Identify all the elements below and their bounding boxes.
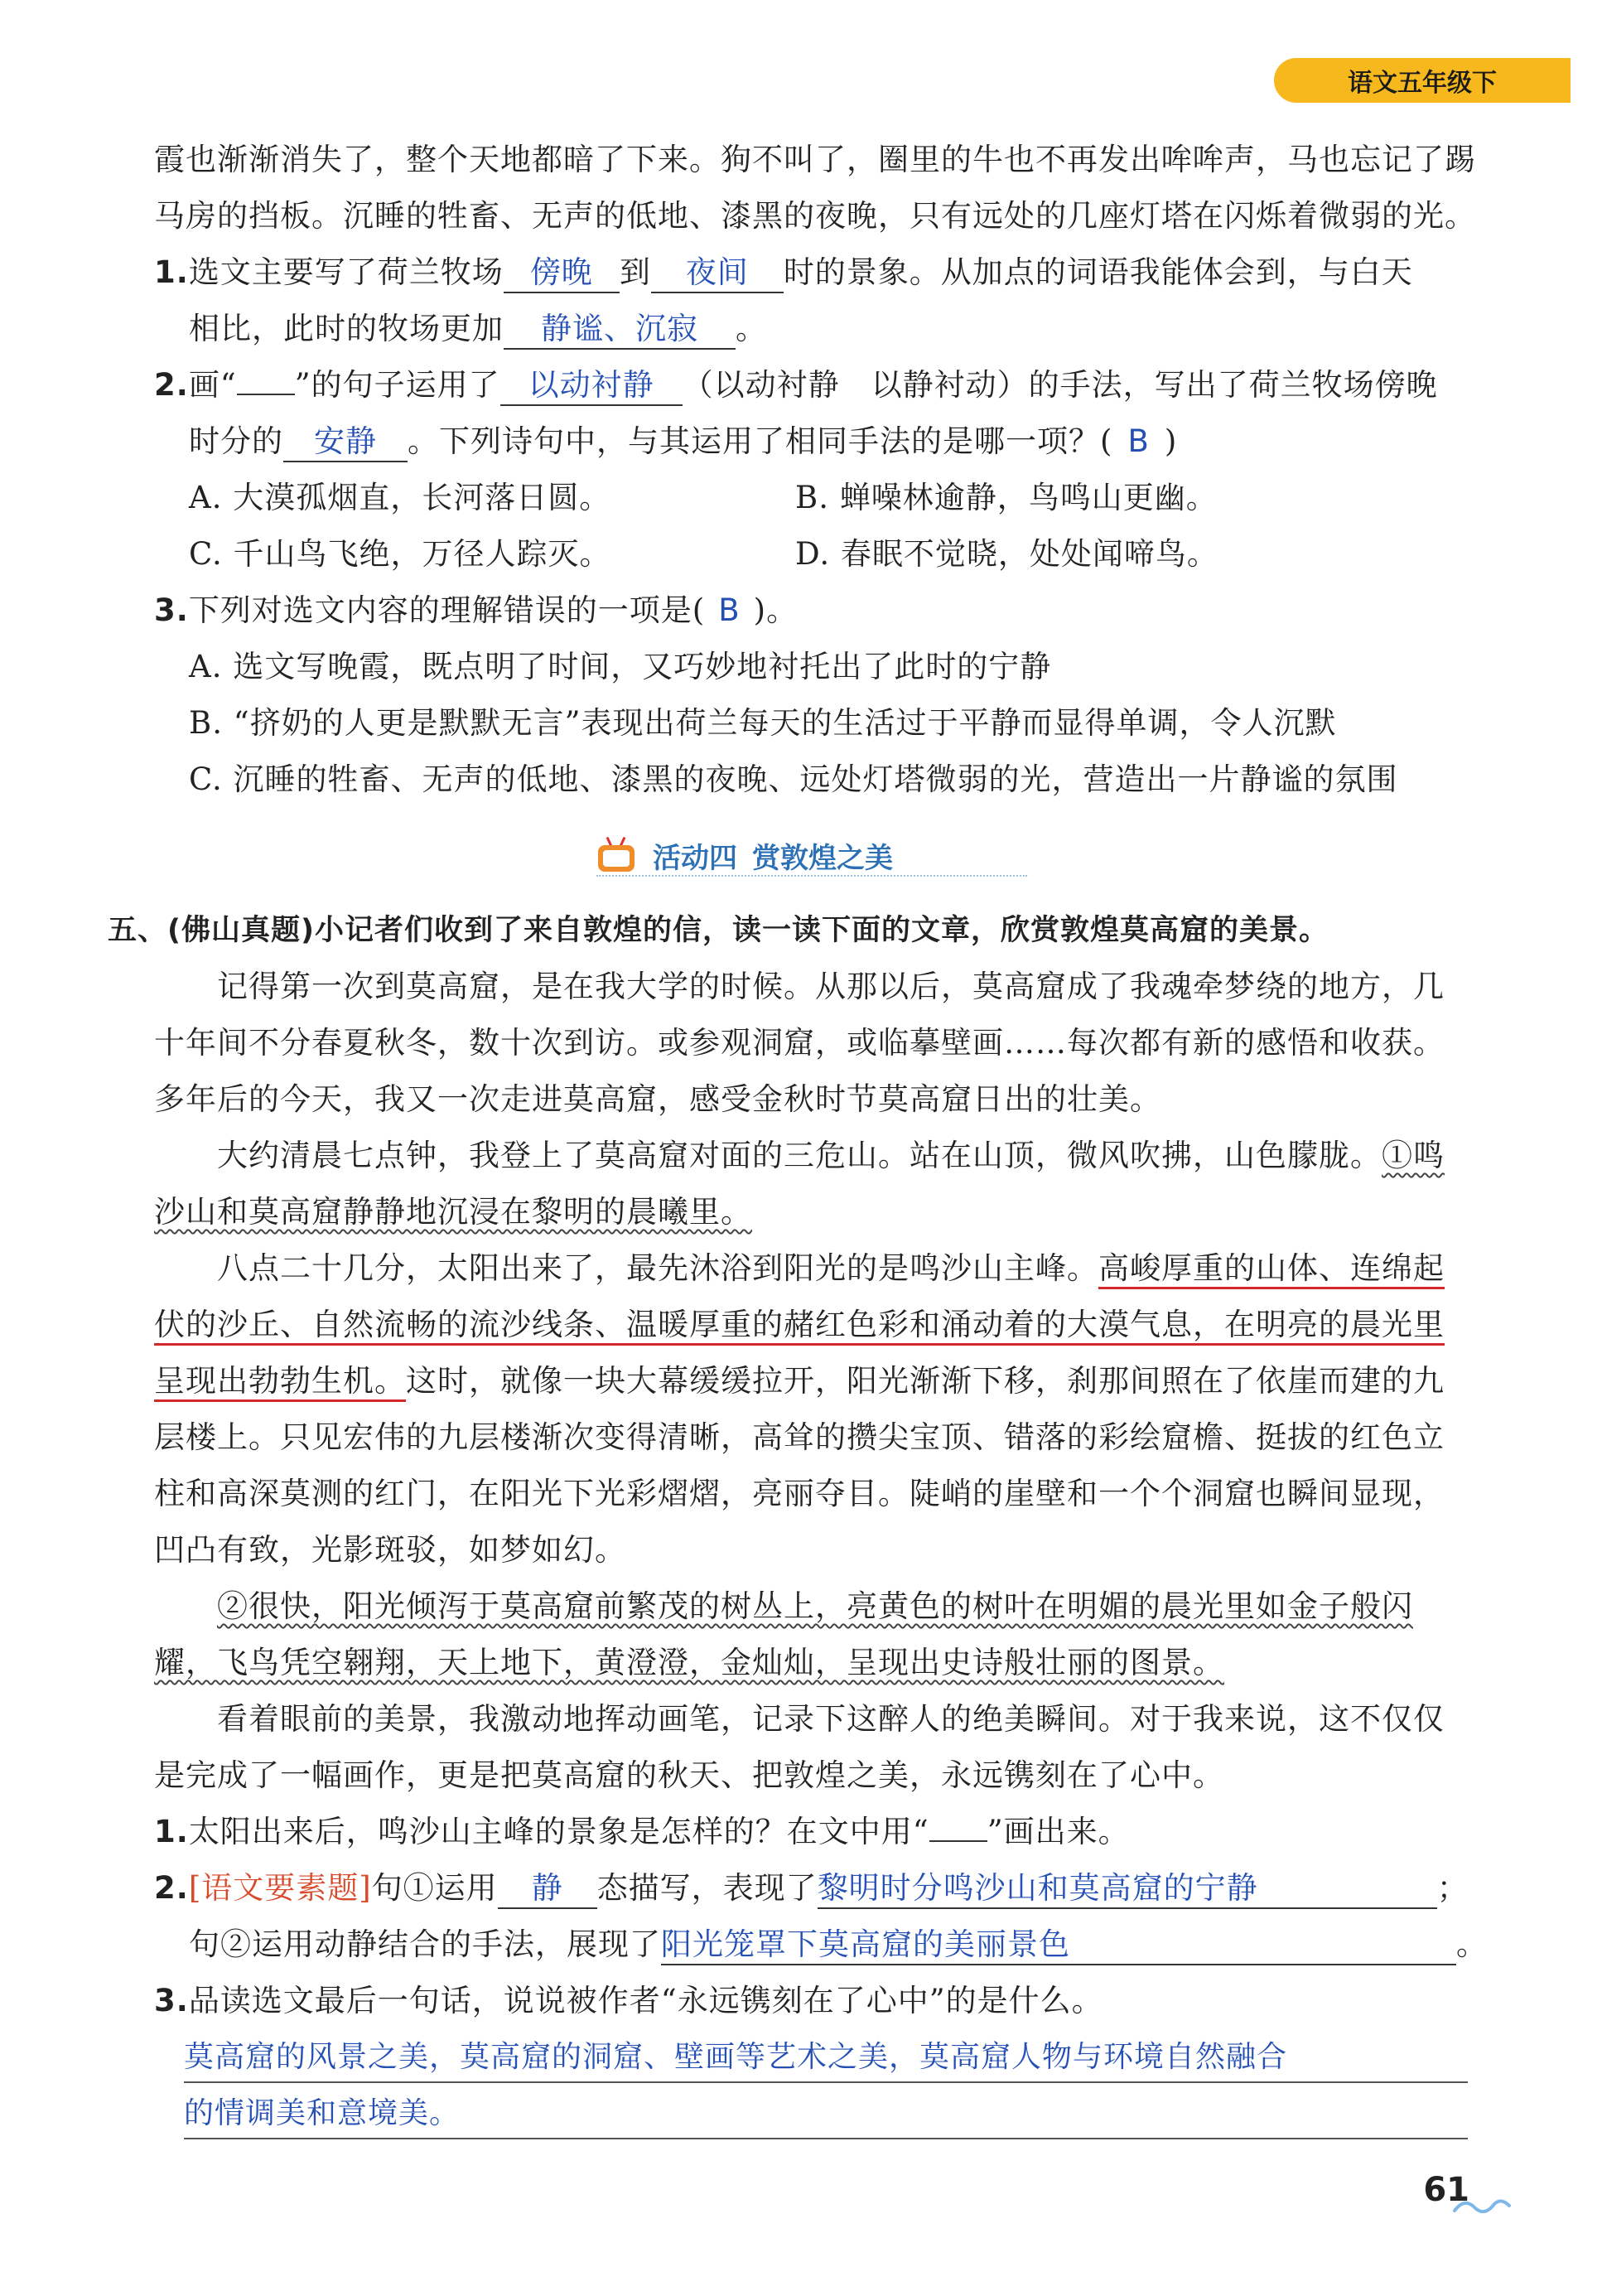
- option-a: A. 大漠孤烟直，长河落日圆。: [189, 480, 611, 515]
- answer-blank: [283, 423, 408, 462]
- question-1: [154, 254, 1413, 293]
- question-text: 太阳出来后，鸣沙山主峰的景象是怎样的？在文中用“: [188, 1814, 929, 1849]
- question-number: 2.: [154, 367, 189, 403]
- passage-line: 凹凸有致，光影斑驳，如梦如幻。: [154, 1532, 626, 1568]
- question-text: ”画出来。: [987, 1814, 1130, 1849]
- page-number: 61: [1423, 2171, 1469, 2209]
- question-text: ”的句子运用了: [294, 367, 500, 403]
- answer-text: 静: [531, 1870, 563, 1906]
- answer-blank: [818, 1869, 1437, 1909]
- passage-line: 柱和高深莫测的红门，在阳光下光彩熠熠，亮丽夺目。陡峭的崖壁和一个个洞窟也瞬间显现，: [154, 1476, 1445, 1511]
- answer-blank: [504, 310, 736, 350]
- line-symbol: [929, 1840, 987, 1842]
- option-c: C. 千山鸟飞绝，万径人踪灭。: [189, 536, 611, 572]
- passage-line: 多年后的今天，我又一次走进莫高窟，感受金秋时节莫高窟日出的壮美。: [154, 1081, 1161, 1117]
- answer-blank: [651, 254, 784, 293]
- passage-text: 这时，就像一块大幕缓缓拉开，阳光渐渐下移，刹那间照在了依崖而建的九: [406, 1363, 1445, 1399]
- question-number: 2.: [154, 1870, 189, 1906]
- passage-line: [154, 1306, 1445, 1344]
- question-3: [154, 1982, 1103, 2020]
- passage-line: 霞也渐渐消失了，整个天地都暗了下来。狗不叫了，圈里的牛也不再发出哞哞声，马也忘记了踢: [154, 142, 1476, 177]
- passage-line: 马房的挡板。沉睡的牲畜、无声的低地、漆黑的夜晚，只有远处的几座灯塔在闪烁着微弱的光。: [154, 198, 1476, 234]
- answer-text: 夜间: [685, 254, 749, 290]
- question-3: [154, 592, 798, 630]
- question-text: 到: [619, 254, 651, 290]
- option-b: B. 蝉噪林逾静，鸟鸣山更幽。: [795, 480, 1218, 515]
- question-tag: [语文要素题]: [188, 1870, 372, 1906]
- question-text: ): [1164, 423, 1178, 459]
- answer-text: 安静: [314, 423, 377, 459]
- passage-line: [217, 1137, 1445, 1175]
- passage-text: 大约清晨七点钟，我登上了莫高窟对面的三危山。站在山顶，微风吹拂，山色朦胧。: [217, 1138, 1382, 1173]
- question-text: 句①运用: [371, 1870, 498, 1906]
- answer-text: 傍晚: [529, 254, 593, 290]
- passage-line: 记得第一次到莫高窟，是在我大学的时候。从那以后，莫高窟成了我魂牵梦绕的地方，几: [217, 969, 1445, 1004]
- section-title: 五、(佛山真题)小记者们收到了来自敦煌的信，读一读下面的文章，欣赏敦煌莫高窟的美景。: [108, 914, 1329, 947]
- answer-text: B: [1127, 423, 1150, 459]
- question-text: ；: [1436, 1870, 1469, 1906]
- question-text: 时的景象。从加点的词语我能体会到，与白天: [783, 254, 1413, 290]
- question-text: 。下列诗句中，与其运用了相同手法的是哪一项？(: [408, 423, 1113, 459]
- question-text: （以动衬静 以静衬动）的手法，写出了荷兰牧场傍晚: [682, 367, 1438, 403]
- question-2-cont: [189, 1926, 1488, 1965]
- question-2-cont: [189, 423, 1177, 462]
- question-text: 选文主要写了荷兰牧场: [188, 254, 504, 290]
- question-2: [154, 1869, 1469, 1909]
- question-text: )。: [753, 592, 799, 628]
- question-text: 态描写，表现了: [596, 1870, 818, 1906]
- option-d: D. 春眠不觉晓，处处闻啼鸟。: [795, 536, 1218, 572]
- question-number: 1.: [154, 254, 189, 290]
- answer-blank: [661, 1926, 1456, 1965]
- option-a: A. 选文写晚霞，既点明了时间，又巧妙地衬托出了此时的宁静: [189, 649, 1052, 684]
- activity-number: 活动四: [653, 842, 737, 875]
- passage-line: [154, 1193, 752, 1231]
- activity-heading: [596, 835, 893, 876]
- grade-badge: 语文五年级下: [1274, 58, 1571, 103]
- wavy-underlined-text: 沙山和莫高窟静静地沉浸在黎明的晨曦里。: [154, 1194, 752, 1230]
- question-text: 。: [736, 311, 767, 346]
- wavy-underlined-text: ②很快，阳光倾泻于莫高窟前繁茂的树丛上，亮黄色的树叶在明媚的晨光里如金子般闪: [217, 1588, 1413, 1624]
- line-symbol: [237, 394, 295, 395]
- answer-text: 以动衬静: [528, 367, 654, 403]
- divider: [596, 875, 1027, 877]
- answer-text: 阳光笼罩下莫高窟的美丽景色: [661, 1926, 1070, 1962]
- writing-line: [184, 2138, 1468, 2139]
- wave-icon: [1453, 2196, 1511, 2216]
- option-b: B. “挤奶的人更是默默无言”表现出荷兰每天的生活过于平静而显得单调，令人沉默: [189, 705, 1337, 741]
- activity-title: 赏敦煌之美: [752, 842, 893, 875]
- question-number: 1.: [154, 1814, 189, 1849]
- wavy-underlined-text: ①鸣: [1382, 1138, 1445, 1173]
- question-text: 时分的: [189, 423, 283, 459]
- question-text: 。: [1456, 1926, 1488, 1962]
- question-1-cont: [189, 310, 767, 350]
- question-text: 相比，此时的牧场更加: [189, 311, 504, 346]
- question-1: [154, 1813, 1130, 1851]
- answer-text: 静谧、沉寂: [541, 311, 698, 346]
- red-underlined-text: 高峻厚重的山体、连绵起: [1098, 1250, 1445, 1286]
- passage-line: 看着眼前的美景，我激动地挥动画笔，记录下这醉人的绝美瞬间。对于我来说，这不仅仅: [217, 1701, 1445, 1737]
- passage-line: [154, 1644, 1224, 1682]
- question-text: 品读选文最后一句话，说说被作者“永远镌刻在了心中”的是什么。: [188, 1983, 1103, 2018]
- question-text: 画“: [188, 367, 237, 403]
- question-text: 句②运用动静结合的手法，展现了: [189, 1926, 661, 1962]
- passage-line: [217, 1250, 1445, 1288]
- red-underlined-text: 伏的沙丘、自然流畅的流沙线条、温暖厚重的赭红色彩和涌动着的大漠气息，在明亮的晨光里: [154, 1307, 1445, 1342]
- answer-text: B: [718, 592, 741, 628]
- answer-blank: [498, 1869, 597, 1909]
- wavy-underlined-text: 耀，飞鸟凭空翱翔，天上地下，黄澄澄，金灿灿，呈现出史诗般壮丽的图景。: [154, 1645, 1224, 1680]
- tv-icon: [596, 837, 638, 875]
- question-number: 3.: [154, 592, 189, 628]
- passage-line: [154, 1362, 1445, 1400]
- passage-text: 八点二十几分，太阳出来了，最先沐浴到阳光的是鸣沙山主峰。: [217, 1250, 1098, 1286]
- answer-blank: [500, 366, 683, 406]
- passage-line: [217, 1588, 1413, 1626]
- answer-text: 黎明时分鸣沙山和莫高窟的宁静: [817, 1870, 1258, 1906]
- option-c: C. 沉睡的牲畜、无声的低地、漆黑的夜晚、远处灯塔微弱的光，营造出一片静谧的氛围: [189, 761, 1398, 797]
- writing-line: [184, 2081, 1468, 2083]
- answer-line: 的情调美和意境美。: [184, 2096, 461, 2130]
- passage-line: 层楼上。只见宏伟的九层楼渐次变得清晰，高耸的攒尖宝顶、错落的彩绘窟檐、挺拔的红色立: [154, 1419, 1445, 1455]
- red-underlined-text: 呈现出勃勃生机。: [154, 1363, 406, 1399]
- passage-line: 十年间不分春夏秋冬，数十次到访。或参观洞窟，或临摹壁画……每次都有新的感悟和收获。: [154, 1025, 1445, 1061]
- question-text: 下列对选文内容的理解错误的一项是(: [188, 592, 706, 628]
- passage-line: 是完成了一幅画作，更是把莫高窟的秋天、把敦煌之美，永远镌刻在了心中。: [154, 1757, 1224, 1793]
- answer-blank: [504, 254, 620, 293]
- answer-line: 莫高窟的风景之美，莫高窟的洞窟、壁画等艺术之美，莫高窟人物与环境自然融合: [184, 2040, 1288, 2074]
- question-2: [154, 366, 1438, 406]
- question-number: 3.: [154, 1983, 189, 2018]
